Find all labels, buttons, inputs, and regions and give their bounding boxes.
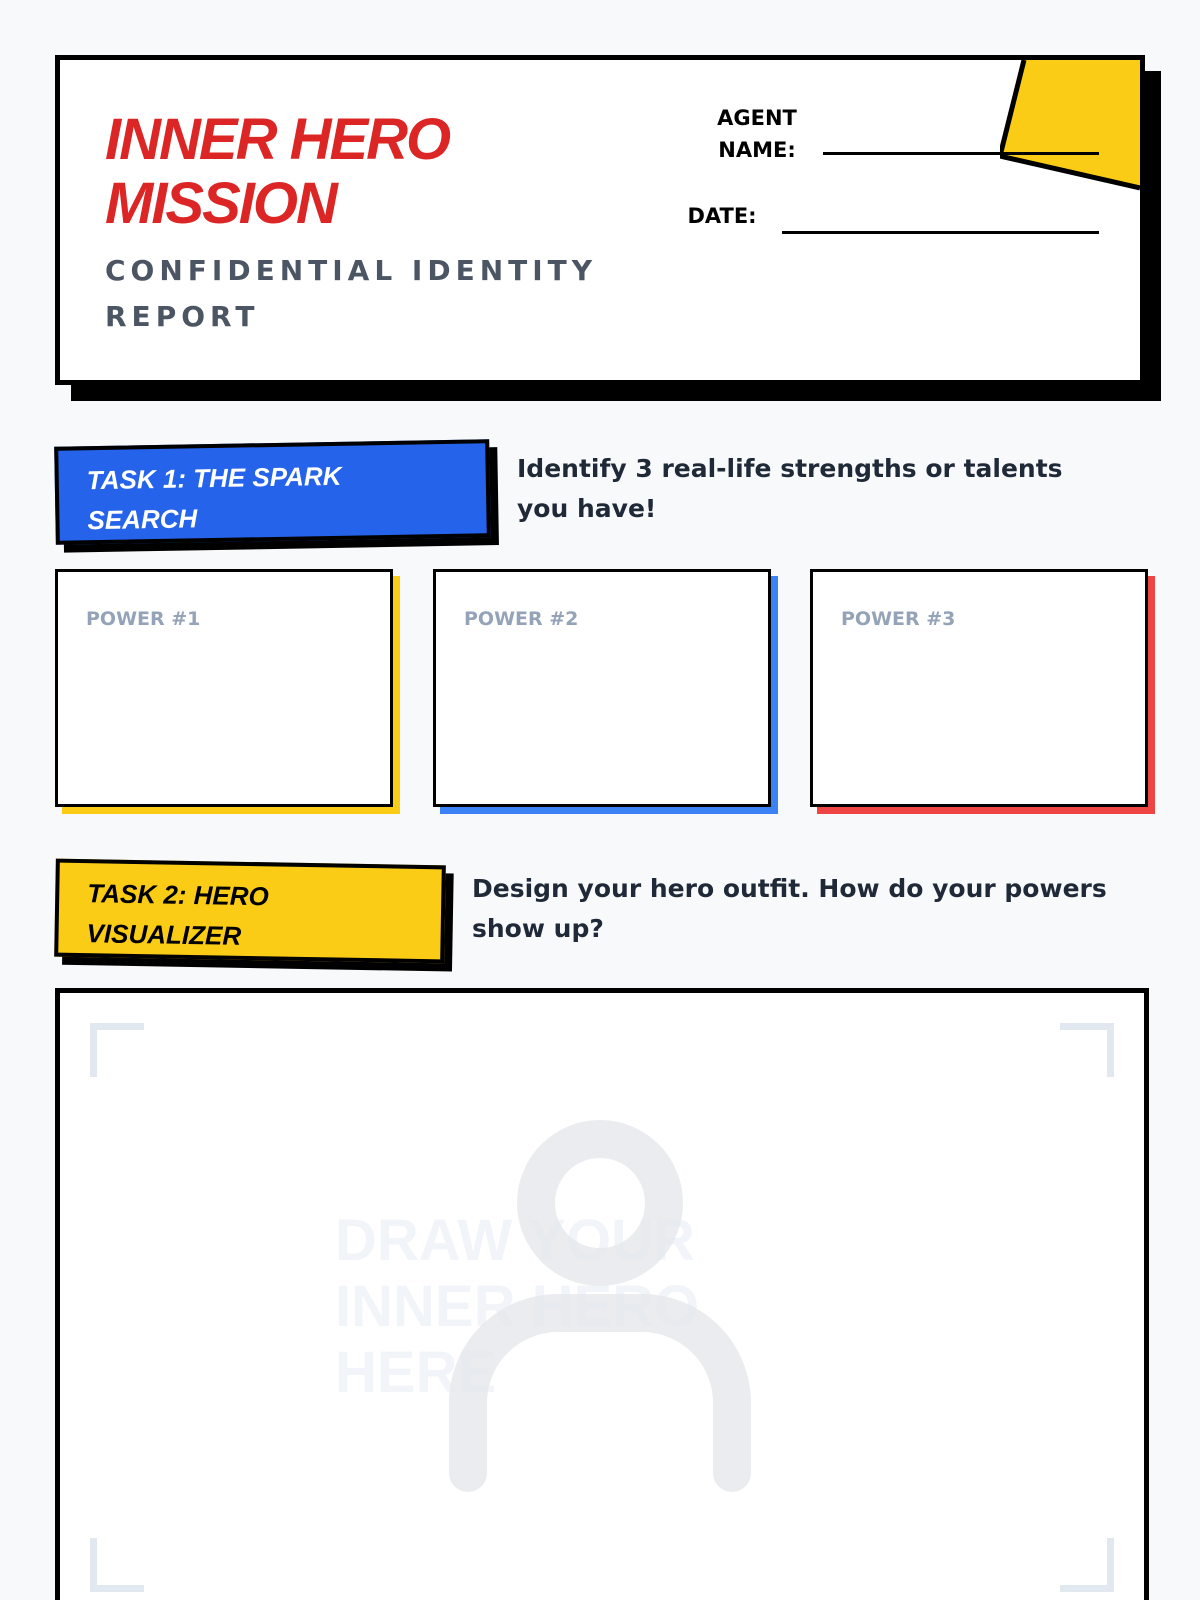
power-box-1[interactable]	[55, 569, 393, 807]
power-label-1: POWER #1	[86, 608, 201, 630]
person-silhouette-icon	[440, 1103, 760, 1503]
task2-banner: TASK 2: HERO VISUALIZER	[54, 859, 446, 964]
task1-banner: TASK 1: THE SPARK SEARCH	[54, 439, 491, 545]
corner-bracket-top-right	[1060, 1023, 1114, 1077]
corner-bracket-bottom-left	[90, 1538, 144, 1592]
page-title: INNER HERO MISSION	[105, 107, 450, 236]
corner-bracket-top-left	[90, 1023, 144, 1077]
agent-name-label: AGENT NAME:	[717, 106, 797, 162]
date-field[interactable]	[782, 231, 1099, 234]
corner-bracket-bottom-right	[1060, 1538, 1114, 1592]
page-subtitle: CONFIDENTIAL IDENTITY REPORT	[105, 254, 598, 333]
draw-prompt-watermark: DRAW YOUR INNER HERO HERE	[335, 1208, 700, 1405]
date-label: DATE:	[687, 204, 757, 228]
corner-tab-outline	[1000, 60, 1140, 200]
power-box-3[interactable]	[810, 569, 1148, 807]
task1-description: Identify 3 real-life strengths or talents you have!	[517, 454, 1063, 523]
power-label-3: POWER #3	[841, 608, 956, 630]
header-card	[55, 55, 1145, 385]
agent-name-field[interactable]	[823, 152, 1099, 155]
power-label-2: POWER #2	[464, 608, 579, 630]
drawing-area[interactable]	[55, 988, 1149, 1600]
power-box-2[interactable]	[433, 569, 771, 807]
task2-description: Design your hero outfit. How do your powers show up?	[472, 874, 1107, 943]
